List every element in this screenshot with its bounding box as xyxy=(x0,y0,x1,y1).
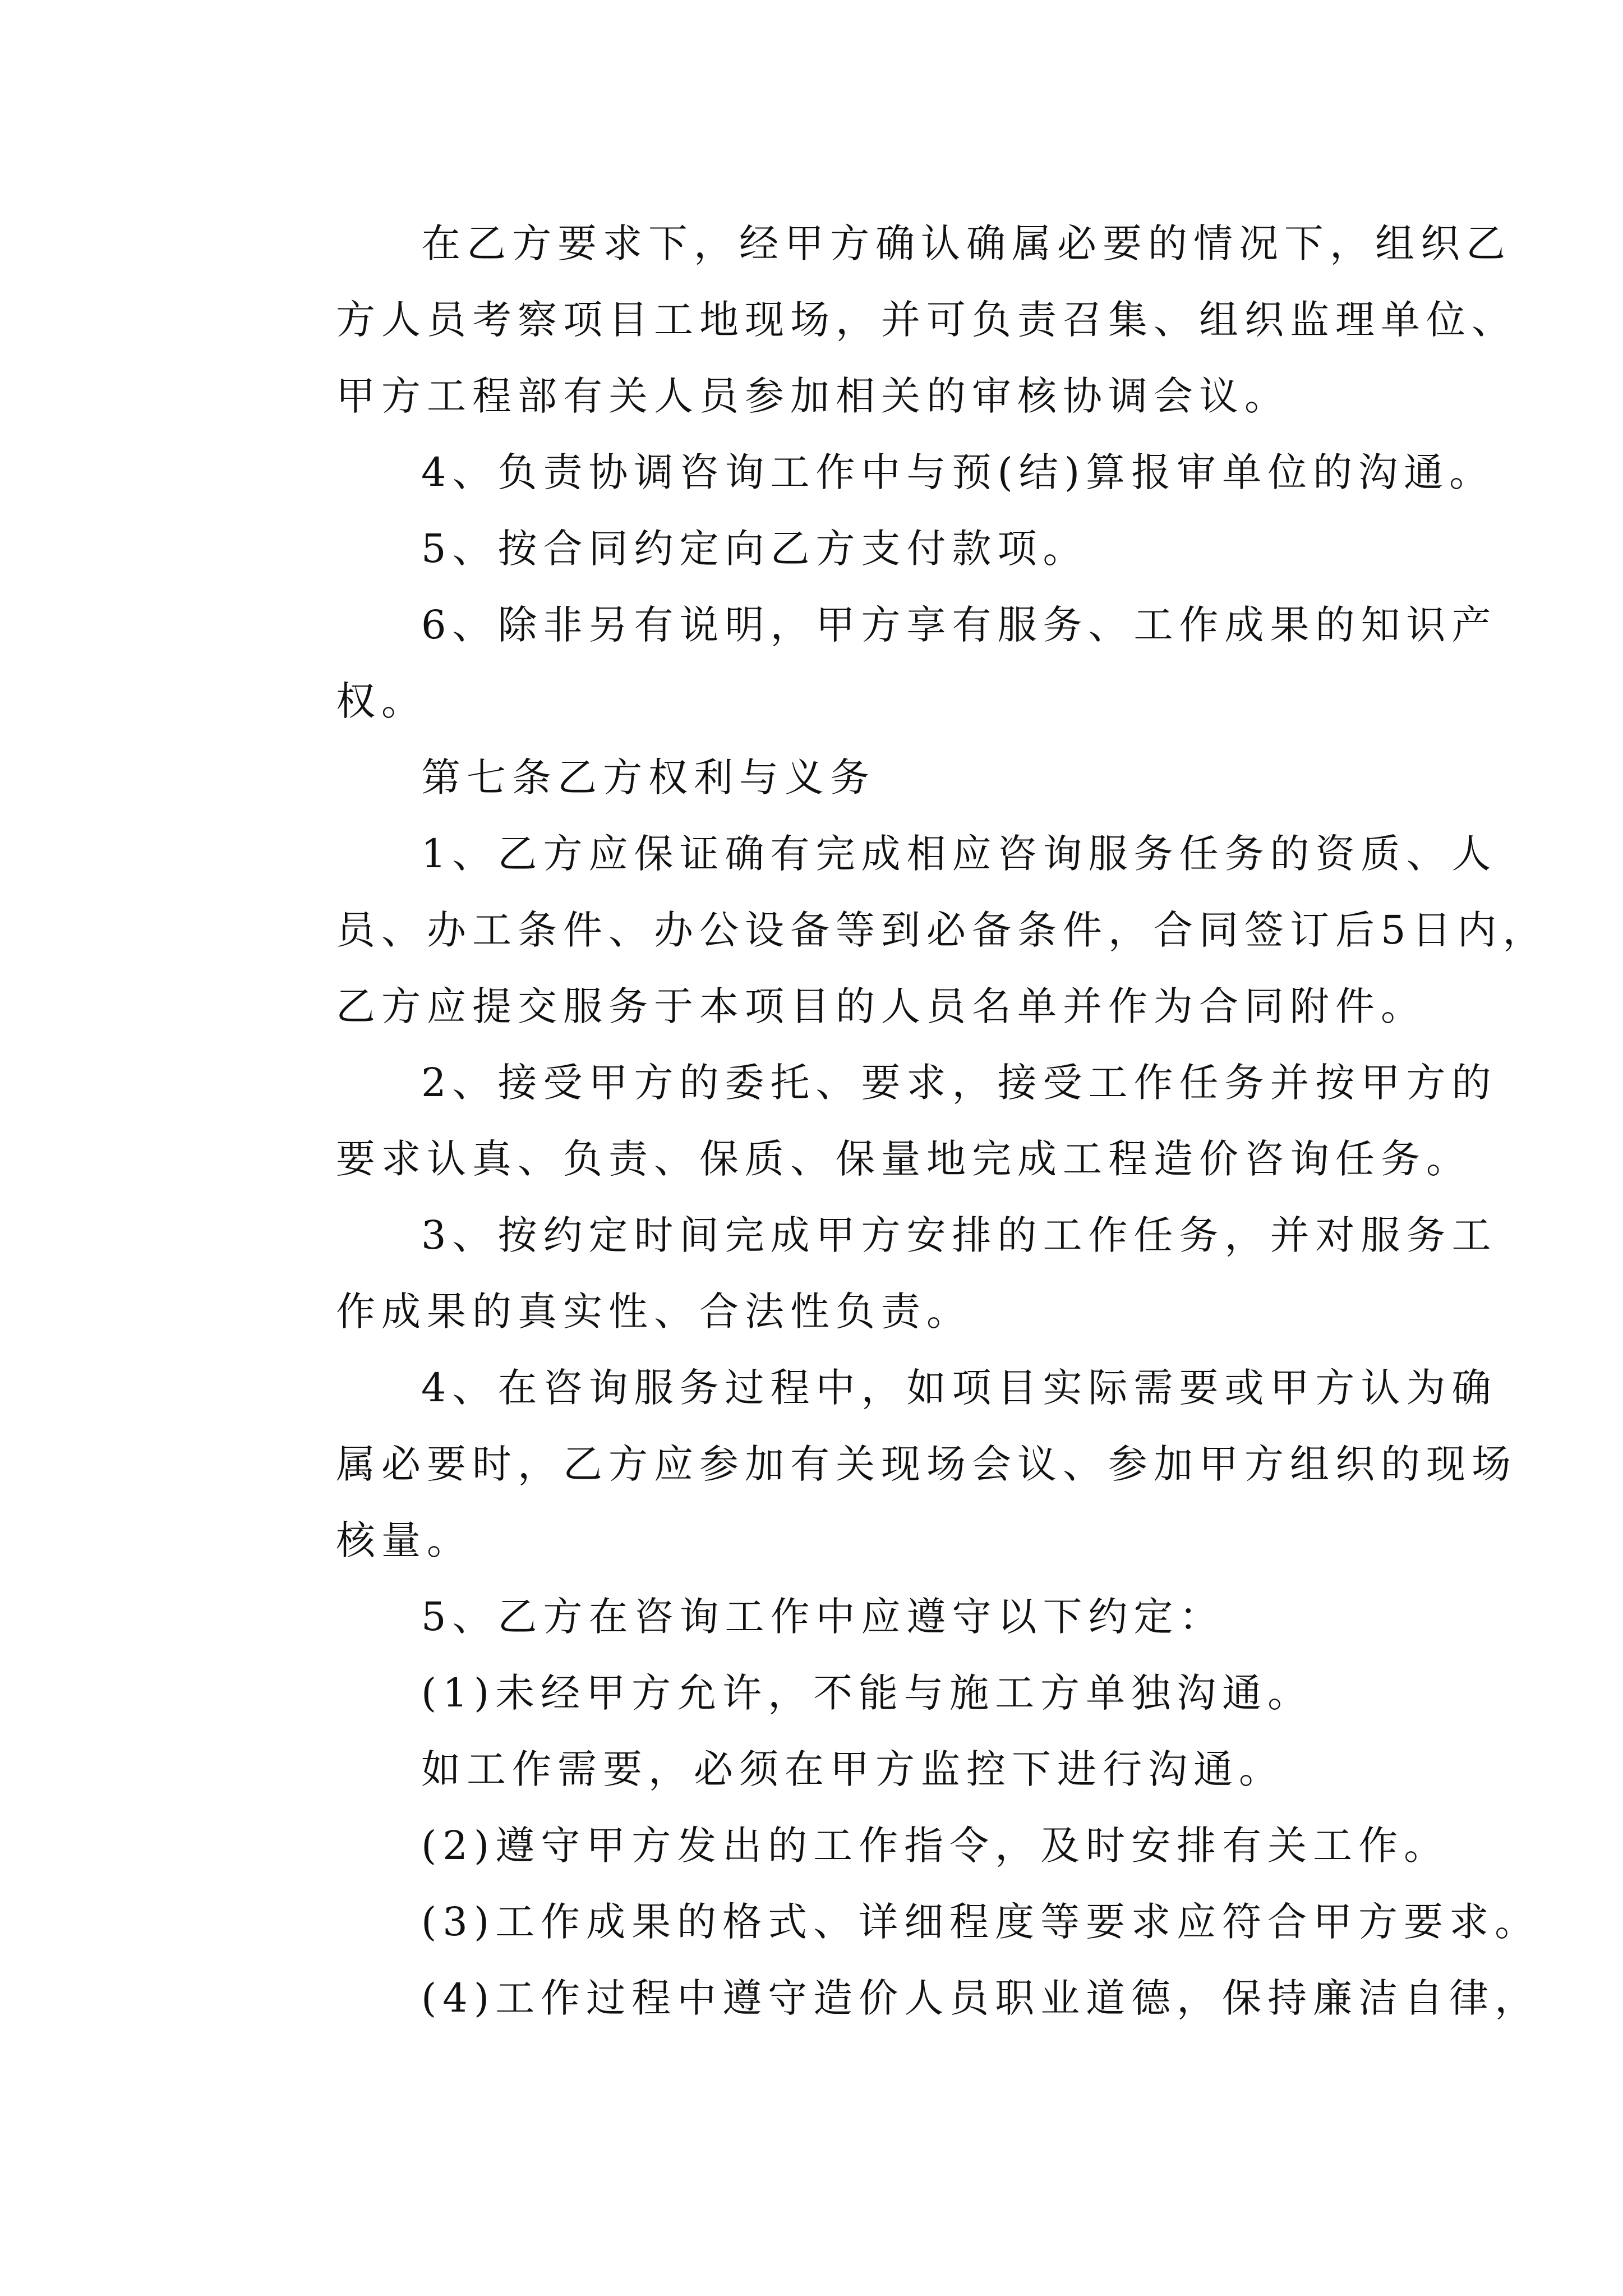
text-line: 在乙方要求下，经甲方确认确属必要的情况下，组织乙 xyxy=(421,220,1511,266)
text-line: 要求认真、负责、保质、保量地完成工程造价咨询任务。 xyxy=(336,1136,1472,1182)
paragraph-sub-1 xyxy=(251,1655,1378,1731)
text-line: 乙方应提交服务于本项目的人员名单并作为合同附件。 xyxy=(336,983,1426,1029)
paragraph-item-5 xyxy=(251,510,1378,587)
text-line: 核量。 xyxy=(336,1517,472,1563)
text-line: 1、乙方应保证确有完成相应咨询服务任务的资质、人 xyxy=(421,831,1497,877)
text-line: 2、接受甲方的委托、要求，接受工作任务并按甲方的 xyxy=(421,1060,1497,1106)
paragraph-b-item-5 xyxy=(251,1579,1378,1655)
text-line: 作成果的真实性、合法性负责。 xyxy=(336,1289,972,1335)
text-line: (2)遵守甲方发出的工作指令，及时安排有关工作。 xyxy=(421,1823,1450,1869)
text-line: 5、按合同约定向乙方支付款项。 xyxy=(421,526,1089,572)
text-line: (3)工作成果的格式、详细程度等要求应符合甲方要求。 xyxy=(421,1899,1541,1945)
paragraph-b-item-1 xyxy=(251,816,1548,1045)
paragraph-b-item-2 xyxy=(251,1045,1497,1197)
text-line: 甲方工程部有关人员参加相关的审核协调会议。 xyxy=(336,373,1290,419)
paragraph-item-6 xyxy=(251,587,1497,739)
paragraph-sub-4 xyxy=(251,1960,1541,2036)
paragraph-item-4 xyxy=(251,434,1495,510)
paragraph-b-item-4 xyxy=(251,1350,1517,1579)
text-line: 6、除非另有说明，甲方享有服务、工作成果的知识产 xyxy=(421,602,1497,648)
section-heading-article-7 xyxy=(251,739,1378,816)
text-line: 属必要时，乙方应参加有关现场会议、参加甲方组织的现场 xyxy=(336,1441,1517,1487)
text-line: (4)工作过程中遵守造价人员职业道德，保持廉洁自律， xyxy=(421,1975,1541,2021)
text-line: 权。 xyxy=(336,678,427,724)
text-line: 3、按约定时间完成甲方安排的工作任务，并对服务工 xyxy=(421,1212,1497,1258)
text-line: 方人员考察项目工地现场，并可负责召集、组织监理单位、 xyxy=(336,297,1517,343)
text-line: 如工作需要，必须在甲方监控下进行沟通。 xyxy=(421,1746,1284,1792)
paragraph-site-inspection xyxy=(251,205,1517,434)
paragraph-sub-1-note xyxy=(251,1731,1378,1807)
text-line: (1)未经甲方允许，不能与施工方单独沟通。 xyxy=(421,1670,1313,1716)
paragraph-sub-3 xyxy=(251,1884,1541,1960)
paragraph-sub-2 xyxy=(251,1807,1450,1884)
document-body xyxy=(251,205,1548,2036)
text-line: 4、负责协调咨询工作中与预(结)算报审单位的沟通。 xyxy=(421,449,1495,495)
text-line: 4、在咨询服务过程中，如项目实际需要或甲方认为确 xyxy=(421,1365,1497,1411)
text-line: 员、办工条件、办公设备等到必备条件，合同签订后5日内， xyxy=(336,907,1548,953)
section-heading: 第七条乙方权利与义务 xyxy=(421,754,875,800)
text-line: 5、乙方在咨询工作中应遵守以下约定： xyxy=(421,1594,1225,1640)
paragraph-b-item-3 xyxy=(251,1197,1497,1350)
